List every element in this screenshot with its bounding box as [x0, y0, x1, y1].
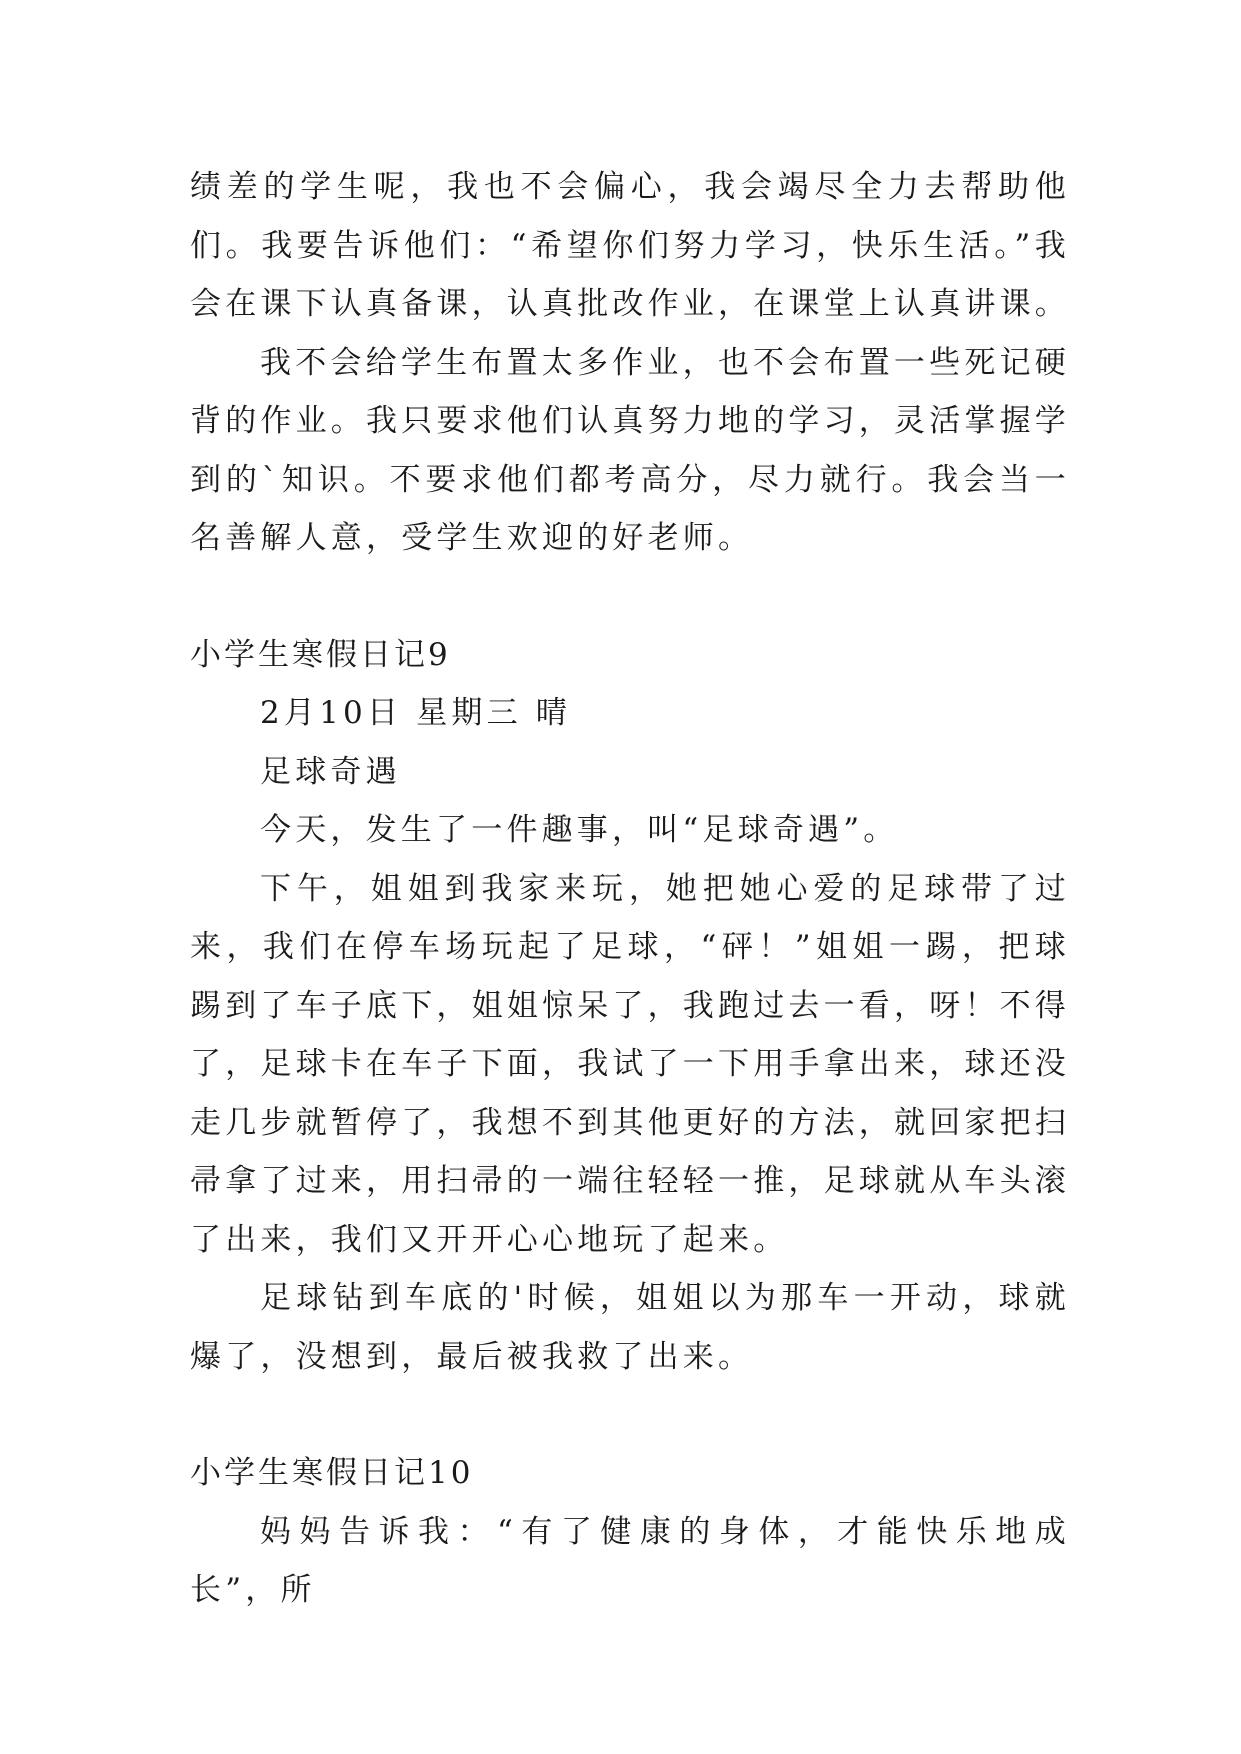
- paragraph: 足球钻到车底的'时候，姐姐以为那车一开动，球就爆了，没想到，最后被我救了出来。: [190, 1280, 1070, 1375]
- paragraph-continued: 绩差的学生呢，我也不会偏心，我会竭尽全力去帮助他们。我要告诉他们：“希望你们努力学习，快乐生活。”我会在课下认真备课，认真批改作业，在课堂上认真讲课。: [190, 169, 1070, 322]
- section-gap: [190, 568, 1070, 626]
- section-heading-10: 小学生寒假日记10: [190, 1455, 474, 1491]
- diary-date: 2月10日 星期三 晴: [260, 695, 572, 731]
- paragraph: 今天，发生了一件趣事，叫“足球奇遇”。: [260, 812, 899, 848]
- paragraph: 妈妈告诉我：“有了健康的身体，才能快乐地成长”，所: [190, 1513, 1070, 1608]
- document-body: [190, 158, 1070, 1620]
- diary-title: 足球奇遇: [260, 753, 401, 790]
- paragraph: 下午，姐姐到我家来玩，她把她心爱的足球带了过来，我们在停车场玩起了足球，“砰！”姐姐一踢，把球踢到了车子底下，姐姐惊呆了，我跑过去一看，呀！不得了，足球卡在车子下面，我试了一下用手拿出来，球还没走几步就暂停了，我想不到其他更好的方法，就回家把扫帚拿了过来，用扫帚的一端往轻轻一推，足球就从车头滚了出来，我们又开开心心地玩了起来。: [190, 870, 1070, 1258]
- section-heading-9: 小学生寒假日记9: [190, 636, 451, 673]
- paragraph-homework: 我不会给学生布置太多作业，也不会布置一些死记硬背的作业。我只要求他们认真努力地的学习，灵活掌握学到的`知识。不要求他们都考高分，尽力就行。我会当一名善解人意，受学生欢迎的好老师。: [190, 344, 1070, 556]
- section-gap: [190, 1386, 1070, 1444]
